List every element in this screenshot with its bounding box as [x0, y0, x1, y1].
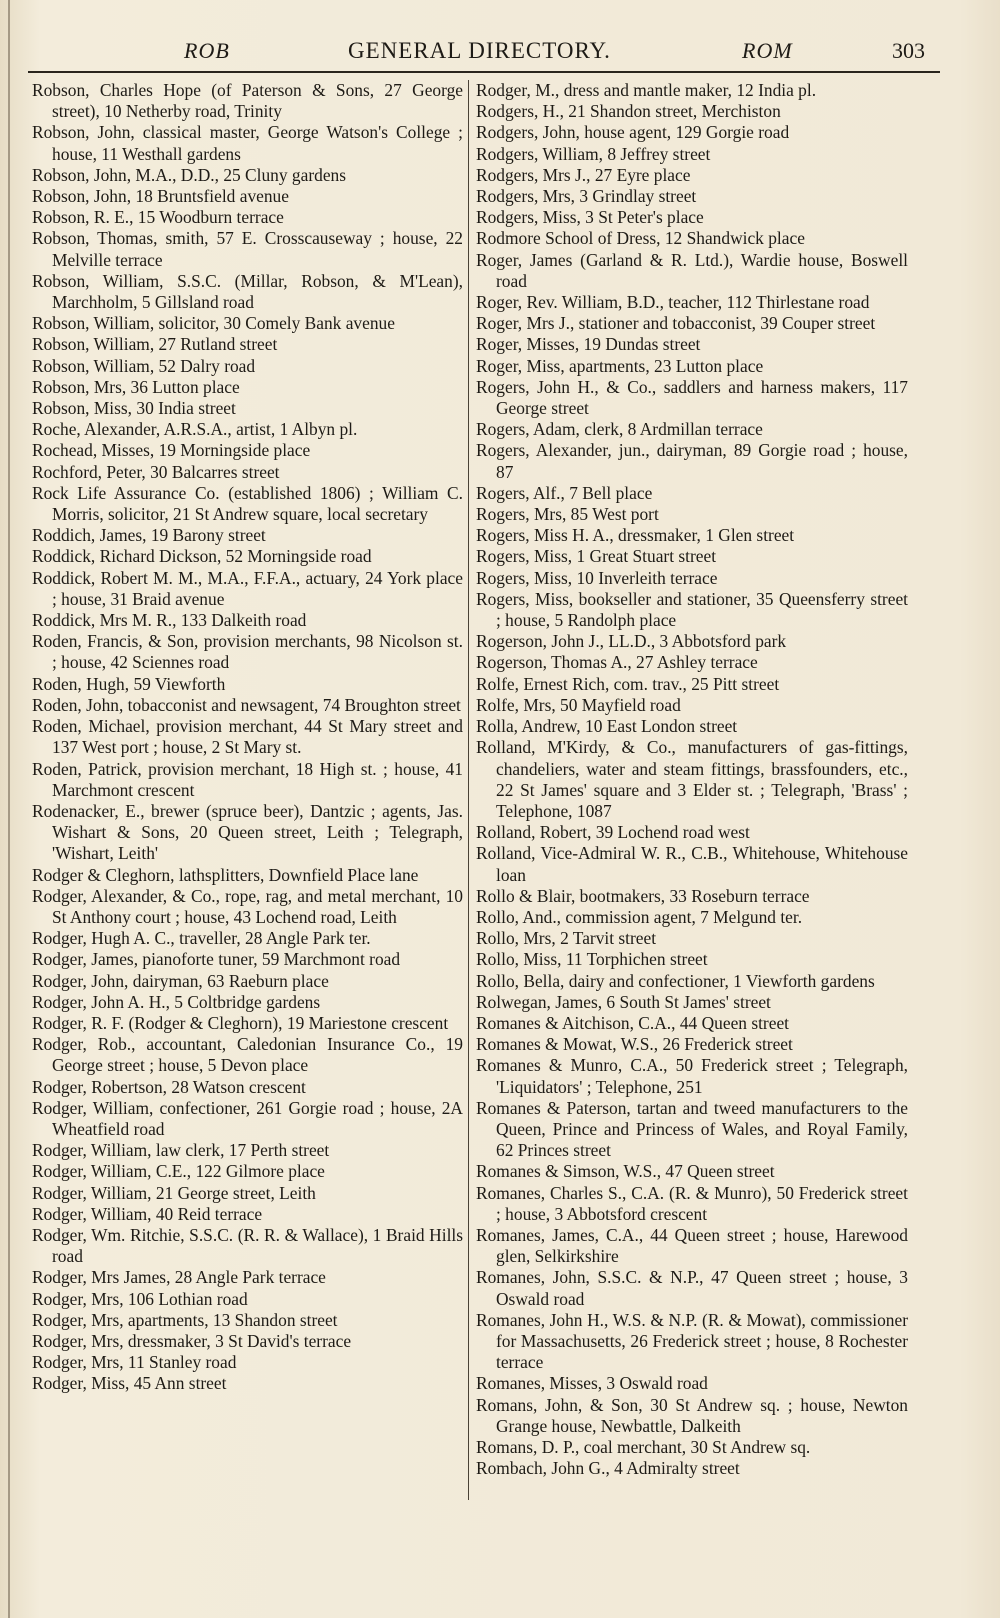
directory-entry: Robson, William, 52 Dalry road [32, 355, 256, 376]
directory-entry: Rodgers, Mrs J., 27 Eyre place [476, 164, 691, 185]
directory-entry: Rodger, William, 21 George street, Leith [32, 1182, 316, 1203]
directory-entry: Romans, D. P., coal merchant, 30 St Andrew sq. [476, 1437, 811, 1457]
directory-entry: Rollo, Miss, 11 Torphichen street [476, 949, 708, 970]
directory-entry: Romanes, Charles S., C.A. (R. & Munro), 50 Frederick street ; house, 3 Abbotsford crescent [476, 1182, 908, 1224]
directory-entry: Robson, Charles Hope (of Paterson & Sons, 27 George street), 10 Netherby road, Trinity [32, 80, 463, 122]
directory-entry: Romanes, John, S.S.C. & N.P., 47 Queen street ; house, 3 Oswald road [476, 1267, 908, 1309]
page-header [30, 38, 940, 72]
directory-entry: Robson, William, S.S.C. (Millar, Robson, & M'Lean), Marchholm, 5 Gillsland road [32, 270, 463, 313]
directory-entry: Rolland, M'Kirdy, & Co., manufacturers of gas-fittings, chandeliers, water and steam fittings, brassfounders, etc., 22 St James' square and 3 Elder st. ; Telegraph, 'Brass' ; Telephone, 1087 [476, 737, 908, 821]
directory-entry: Rodger, John, dairyman, 63 Raeburn place [32, 970, 329, 991]
directory-entry: Rolland, Vice-Admiral W. R., C.B., Whitehouse, Whitehouse loan [476, 843, 908, 885]
directory-entry: Rodger, Mrs James, 28 Angle Park terrace [32, 1267, 326, 1288]
column-divider [468, 80, 469, 1500]
directory-entry: Robson, Thomas, smith, 57 E. Crosscauseway ; house, 22 Melville terrace [32, 228, 463, 270]
directory-entry: Rollo, Mrs, 2 Tarvit street [476, 928, 657, 949]
directory-entry: Romanes, Misses, 3 Oswald road [476, 1373, 708, 1394]
directory-entry: Rodgers, John, house agent, 129 Gorgie road [476, 122, 790, 143]
directory-entry: Rodger & Cleghorn, lathsplitters, Downfield Place lane [32, 864, 419, 885]
directory-entry: Robson, John, M.A., D.D., 25 Cluny gardens [32, 164, 346, 185]
right-column [476, 80, 908, 1479]
directory-entry: Rodger, Mrs, 106 Lothian road [32, 1288, 248, 1309]
directory-entry: Rolwegan, James, 6 South St James' street [476, 991, 771, 1012]
page-number: 303 [892, 38, 925, 63]
directory-entry: Roger, Miss, apartments, 23 Lutton place [476, 355, 764, 376]
directory-entry: Rogers, Miss, bookseller and stationer, 35 Queensferry street ; house, 5 Randolph place [476, 588, 908, 631]
directory-entry: Romanes, James, C.A., 44 Queen street ; house, Harewood glen, Selkirkshire [476, 1224, 908, 1267]
directory-entry: Rolland, Robert, 39 Lochend road west [476, 822, 750, 843]
directory-entry: Rodmore School of Dress, 12 Shandwick place [476, 228, 805, 249]
directory-entry: Rodger, M., dress and mantle maker, 12 India pl. [476, 80, 817, 100]
directory-entry: Rodger, James, pianoforte tuner, 59 Marchmont road [32, 949, 401, 970]
directory-entry: Rodger, Hugh A. C., traveller, 28 Angle Park ter. [32, 928, 371, 949]
directory-entry: Rogers, Alf., 7 Bell place [476, 482, 653, 503]
directory-entry: Rogers, Alexander, jun., dairyman, 89 Gorgie road ; house, 87 [476, 440, 908, 482]
directory-entry: Rodgers, Miss, 3 St Peter's place [476, 207, 704, 228]
directory-entry: Rodger, Miss, 45 Ann street [32, 1373, 227, 1394]
directory-entry: Rogers, Miss, 1 Great Stuart street [476, 546, 717, 567]
directory-entry: Rodgers, William, 8 Jeffrey street [476, 143, 711, 164]
directory-entry: Rollo & Blair, bootmakers, 33 Roseburn terrace [476, 885, 810, 906]
directory-entry: Romanes & Paterson, tartan and tweed manufacturers to the Queen, Prince and Princess of Wales, and Royal Family, 62 Princes street [476, 1097, 908, 1161]
directory-entry: Rollo, And., commission agent, 7 Melgund ter. [476, 906, 803, 927]
directory-entry: Rodger, William, law clerk, 17 Perth street [32, 1140, 330, 1161]
directory-entry: Rolfe, Mrs, 50 Mayfield road [476, 694, 681, 715]
directory-entry: Rodger, William, 40 Reid terrace [32, 1203, 263, 1224]
directory-entry: Roger, James (Garland & R. Ltd.), Wardie house, Boswell road [476, 249, 908, 291]
directory-entry: Roden, John, tobacconist and newsagent, 74 Broughton street [32, 694, 461, 715]
directory-entry: Rodger, Alexander, & Co., rope, rag, and metal merchant, 10 St Anthony court ; house, 43 Lochend road, Leith [32, 885, 463, 927]
directory-entry: Rogers, Miss, 10 Inverleith terrace [476, 567, 718, 588]
directory-entry: Rodger, Robertson, 28 Watson crescent [32, 1076, 306, 1097]
running-head-right: ROM [742, 38, 793, 63]
directory-entry: Rogers, Miss H. A., dressmaker, 1 Glen street [476, 525, 795, 546]
directory-entry: Rolfe, Ernest Rich, com. trav., 25 Pitt street [476, 673, 780, 694]
header-rule [28, 71, 940, 73]
directory-entry: Rodger, Mrs, dressmaker, 3 St David's terrace [32, 1330, 352, 1351]
directory-entry: Roddick, Mrs M. R., 133 Dalkeith road [32, 610, 307, 631]
directory-entry: Romanes, John H., W.S. & N.P. (R. & Mowat), commissioner for Massachusetts, 26 Frederick street ; house, 8 Rochester terrace [476, 1309, 908, 1373]
directory-entry: Romanes & Mowat, W.S., 26 Frederick street [476, 1034, 793, 1055]
directory-entry: Robson, John, classical master, George Watson's College ; house, 11 Westhall gardens [32, 122, 463, 164]
running-head-left: ROB [184, 38, 230, 63]
directory-entry: Rodger, Mrs, apartments, 13 Shandon street [32, 1309, 338, 1330]
left-column [32, 80, 463, 1395]
directory-entry: Robson, John, 18 Bruntsfield avenue [32, 186, 289, 207]
directory-entry: Rodenacker, E., brewer (spruce beer), Dantzic ; agents, Jas. Wishart & Sons, 20 Queen street, Leith ; Telegraph, 'Wishart, Leith' [32, 800, 463, 864]
directory-entry: Robson, William, 27 Rutland street [32, 334, 278, 355]
directory-entry: Rodgers, Mrs, 3 Grindlay street [476, 186, 697, 207]
directory-entry: Rodger, Wm. Ritchie, S.S.C. (R. R. & Wallace), 1 Braid Hills road [32, 1224, 463, 1267]
directory-entry: Rodger, William, confectioner, 261 Gorgie road ; house, 2A Wheatfield road [32, 1097, 463, 1139]
directory-entry: Rogerson, John J., LL.D., 3 Abbotsford park [476, 631, 787, 652]
page-title: GENERAL DIRECTORY. [348, 38, 611, 63]
directory-entry: Romanes & Aitchison, C.A., 44 Queen street [476, 1012, 789, 1033]
directory-entry: Roger, Mrs J., stationer and tobacconist, 39 Couper street [476, 313, 876, 334]
directory-entry: Roger, Rev. William, B.D., teacher, 112 Thirlestane road [476, 292, 870, 313]
directory-entry: Rolla, Andrew, 10 East London street [476, 716, 738, 737]
directory-entry: Romans, John, & Son, 30 St Andrew sq. ; house, Newton Grange house, Newbattle, Dalkeith [476, 1394, 908, 1436]
directory-entry: Rodger, Rob., accountant, Caledonian Insurance Co., 19 George street ; house, 5 Devon place [32, 1034, 463, 1076]
directory-entry: Rogerson, Thomas A., 27 Ashley terrace [476, 652, 758, 673]
directory-entry: Romanes & Munro, C.A., 50 Frederick street ; Telegraph, 'Liquidators' ; Telephone, 251 [476, 1055, 908, 1097]
directory-entry: Roden, Patrick, provision merchant, 18 High st. ; house, 41 Marchmont crescent [32, 758, 463, 800]
directory-entry: Rodgers, H., 21 Shandon street, Merchiston [476, 101, 781, 122]
directory-entry: Roddick, Richard Dickson, 52 Morningside road [32, 546, 372, 567]
directory-entry: Roger, Misses, 19 Dundas street [476, 334, 701, 355]
directory-entry: Rock Life Assurance Co. (established 1806) ; William C. Morris, solicitor, 21 St Andrew square, local secretary [32, 482, 463, 525]
directory-entry: Rochead, Misses, 19 Morningside place [32, 440, 311, 461]
directory-entry: Roche, Alexander, A.R.S.A., artist, 1 Albyn pl. [32, 419, 358, 440]
directory-entry: Rodger, Mrs, 11 Stanley road [32, 1352, 237, 1373]
directory-entry: Roden, Hugh, 59 Viewforth [32, 673, 226, 694]
directory-entry: Rodger, William, C.E., 122 Gilmore place [32, 1161, 325, 1182]
directory-entry: Roddick, Robert M. M., M.A., F.F.A., actuary, 24 York place ; house, 31 Braid avenue [32, 567, 463, 609]
directory-entry: Robson, Mrs, 36 Lutton place [32, 376, 240, 397]
directory-entry: Rogers, Adam, clerk, 8 Ardmillan terrace [476, 419, 763, 440]
directory-entry: Robson, R. E., 15 Woodburn terrace [32, 207, 284, 228]
directory-entry: Rollo, Bella, dairy and confectioner, 1 Viewforth gardens [476, 970, 875, 991]
book-spine-edge [8, 0, 10, 1618]
directory-entry: Roden, Francis, & Son, provision merchants, 98 Nicolson st. ; house, 42 Sciennes road [32, 631, 463, 673]
directory-entry: Roddich, James, 19 Barony street [32, 525, 266, 546]
directory-entry: Roden, Michael, provision merchant, 44 St Mary street and 137 West port ; house, 2 St Mary st. [32, 716, 463, 758]
directory-entry: Rogers, John H., & Co., saddlers and harness makers, 117 George street [476, 376, 908, 419]
directory-entry: Romanes & Simson, W.S., 47 Queen street [476, 1161, 775, 1182]
directory-entry: Rochford, Peter, 30 Balcarres street [32, 461, 280, 482]
directory-entry: Rodger, R. F. (Rodger & Cleghorn), 19 Mariestone crescent [32, 1012, 449, 1033]
directory-entry: Rodger, John A. H., 5 Coltbridge gardens [32, 991, 321, 1012]
directory-entry: Robson, William, solicitor, 30 Comely Bank avenue [32, 313, 395, 334]
directory-entry: Rombach, John G., 4 Admiralty street [476, 1458, 740, 1479]
directory-entry: Robson, Miss, 30 India street [32, 398, 236, 419]
directory-entry: Rogers, Mrs, 85 West port [476, 504, 659, 525]
